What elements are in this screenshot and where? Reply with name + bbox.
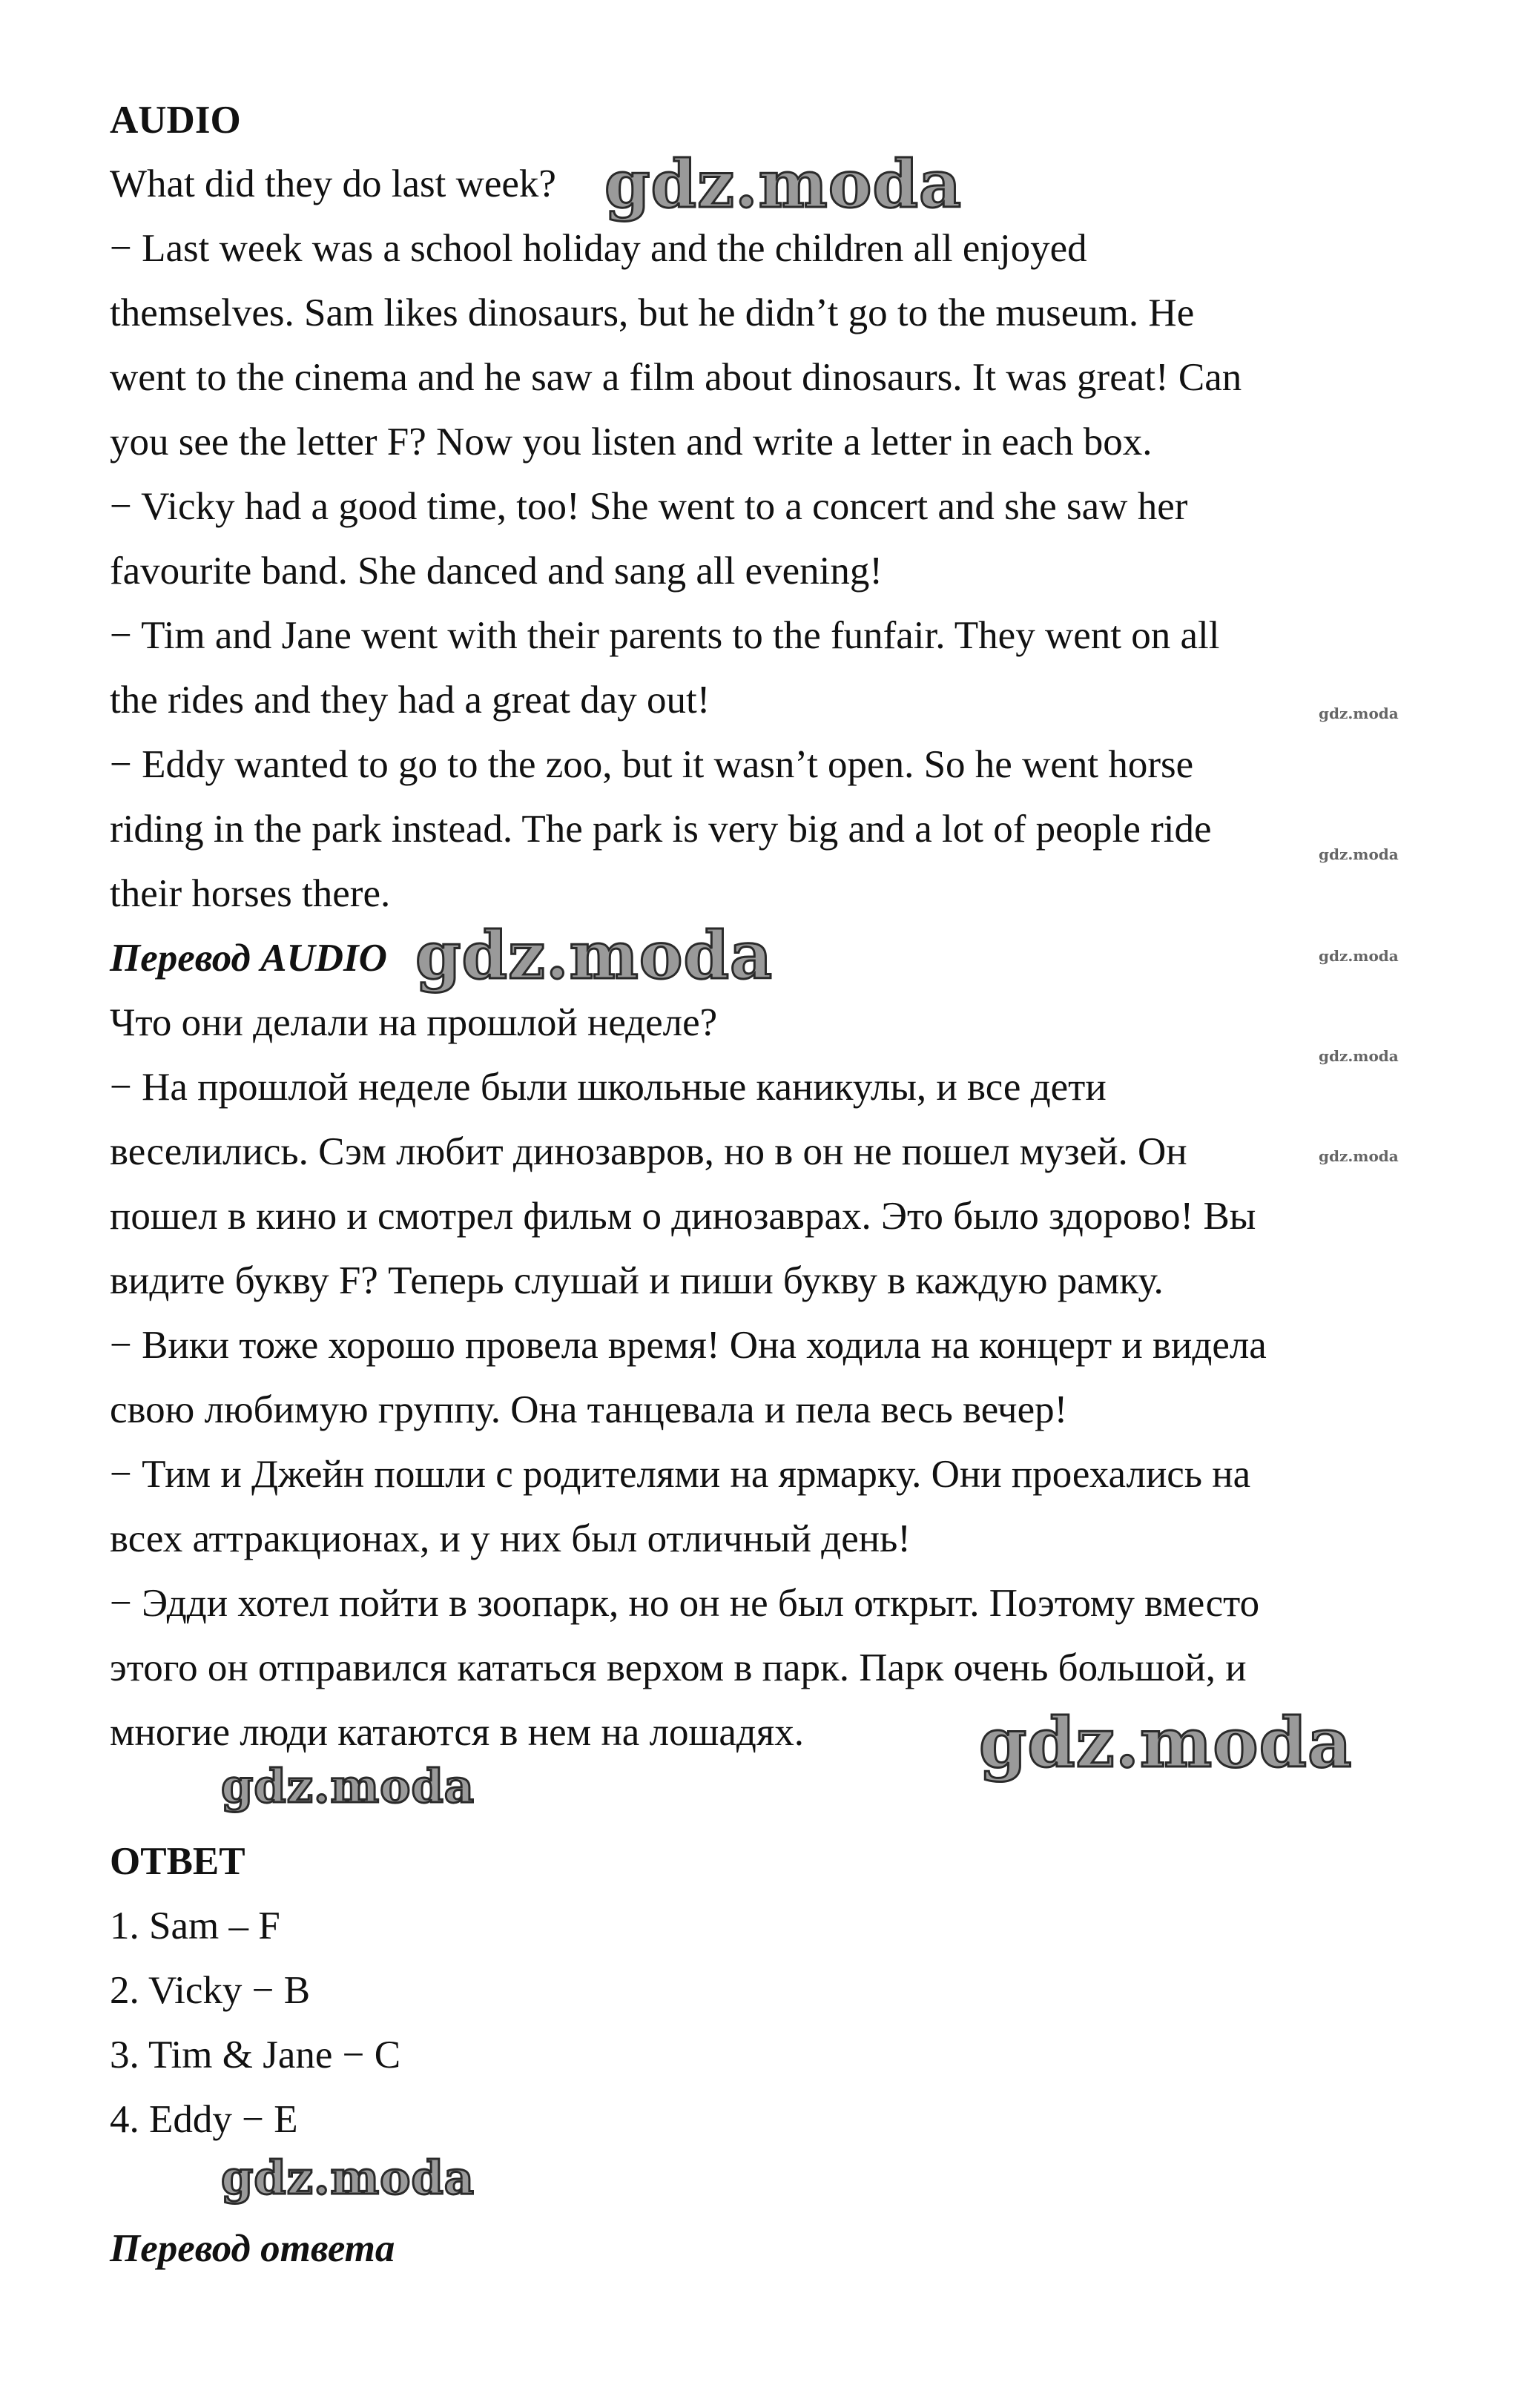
translation-line: пошел в кино и смотрел фильм о динозаврах. Это было здорово! Вы: [110, 1195, 1256, 1238]
watermark-small: gdz.moda: [1319, 1047, 1399, 1065]
watermark: gdz.moda: [979, 1703, 1353, 1783]
translation-line: − Вики тоже хорошо провела время! Она ходила на концерт и видела: [110, 1324, 1267, 1367]
watermark: gdz.moda: [221, 1759, 475, 1813]
audio-line: you see the letter F? Now you listen and write a letter in each box.: [110, 420, 1153, 464]
audio-line: − Last week was a school holiday and the children all enjoyed: [110, 227, 1087, 270]
watermark: gdz.moda: [604, 145, 963, 222]
watermark-small: gdz.moda: [1319, 1147, 1399, 1165]
audio-line: − Tim and Jane went with their parents to the funfair. They went on all: [110, 614, 1220, 657]
audio-line: − Eddy wanted to go to the zoo, but it wasn’t open. So he went horse: [110, 743, 1194, 786]
translation-line: всех аттракционах, и у них был отличный день!: [110, 1517, 911, 1560]
translation-line: многие люди катаются в нем на лошадях.: [110, 1711, 804, 1754]
watermark: gdz.moda: [221, 2151, 475, 2205]
audio-heading: AUDIO: [110, 99, 241, 142]
answer-item: 2. Vicky − B: [110, 1969, 311, 2012]
watermark-small: gdz.moda: [1319, 705, 1399, 722]
translation-line: веселились. Сэм любит динозавров, но в он не пошел музей. Он: [110, 1130, 1187, 1173]
translation-line: − Тим и Джейн пошли с родителями на ярмарку. Они проехались на: [110, 1453, 1251, 1496]
translation-line: Что они делали на прошлой неделе?: [110, 1001, 718, 1044]
answer-item: 1. Sam – F: [110, 1904, 280, 1947]
audio-line: went to the cinema and he saw a film about dinosaurs. It was great! Can: [110, 356, 1242, 399]
watermark-small: gdz.moda: [1319, 845, 1399, 863]
audio-line: What did they do last week?: [110, 162, 556, 205]
answer-translation-heading: Перевод ответа: [110, 2227, 395, 2270]
audio-line: their horses there.: [110, 872, 391, 915]
translation-line: − На прошлой неделе были школьные каникулы, и все дети: [110, 1066, 1107, 1109]
watermark-small: gdz.moda: [1319, 947, 1399, 965]
audio-line: the rides and they had a great day out!: [110, 679, 710, 722]
translation-heading: Перевод AUDIO: [110, 937, 387, 980]
translation-line: этого он отправился кататься верхом в парк. Парк очень большой, и: [110, 1646, 1247, 1689]
translation-line: − Эдди хотел пойти в зоопарк, но он не был открыт. Поэтому вместо: [110, 1582, 1260, 1625]
translation-line: свою любимую группу. Она танцевала и пела весь вечер!: [110, 1388, 1068, 1431]
audio-line: themselves. Sam likes dinosaurs, but he didn’t go to the museum. He: [110, 291, 1195, 334]
answer-item: 3. Tim & Jane − C: [110, 2033, 401, 2077]
audio-line: favourite band. She danced and sang all evening!: [110, 550, 883, 593]
answer-item: 4. Eddy − E: [110, 2098, 298, 2141]
audio-line: − Vicky had a good time, too! She went to a concert and she saw her: [110, 485, 1188, 528]
watermark: gdz.moda: [415, 917, 774, 994]
audio-line: riding in the park instead. The park is very big and a lot of people ride: [110, 808, 1212, 851]
answer-heading: ОТВЕТ: [110, 1840, 245, 1883]
translation-line: видите букву F? Теперь слушай и пиши букву в каждую рамку.: [110, 1259, 1164, 1302]
